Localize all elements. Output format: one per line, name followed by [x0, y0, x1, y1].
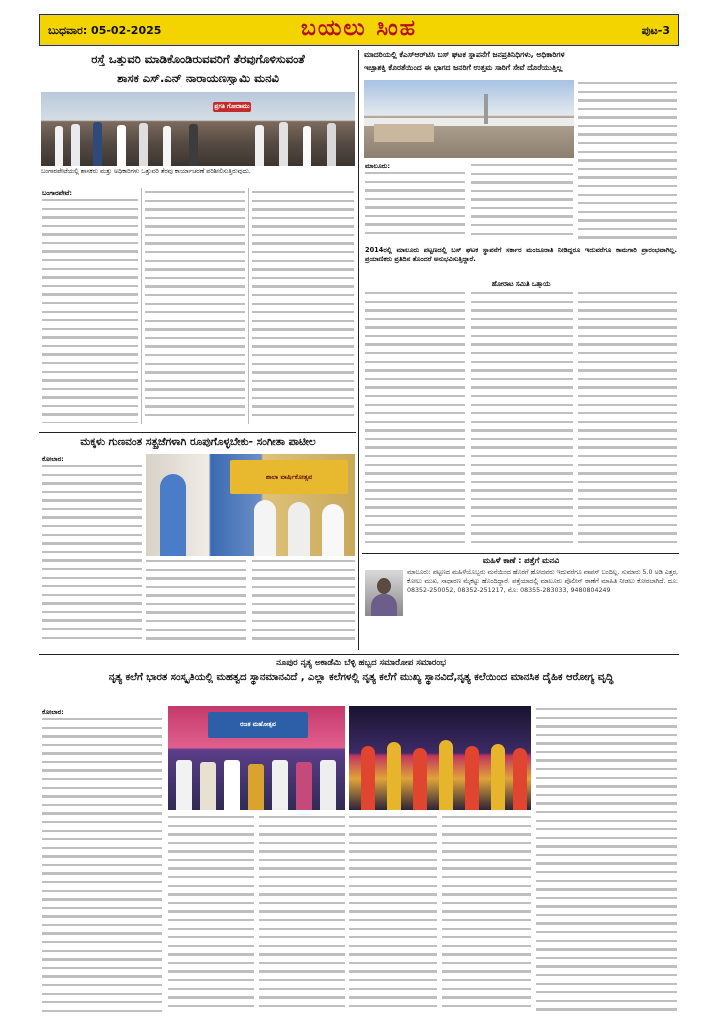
body-text	[471, 164, 573, 242]
article-headline: ಮಕ್ಕಳು ಗುಣವಂತ ಸತ್ಪ್ರಜೆಗಳಾಗಿ ರೂಪುಗೊಳ್ಳಬೇಕು- ಸಂಗೀತಾ ಪಾಟೀಲ	[80, 436, 316, 448]
missing-person-photo	[365, 570, 403, 616]
kicker: ನೂಪುರ ನೃತ್ಯ ಅಕಾಡೆಮಿ ಬೆಳ್ಳಿ ಹಬ್ಬದ ಸಮಾರೋಪ ಸಮಾರಂಭ	[276, 658, 446, 668]
body-text	[42, 465, 142, 643]
news-photo	[364, 80, 574, 158]
article-headline: ನೃತ್ಯ ಕಲೆಗೆ ಭಾರತ ಸಂಸ್ಕೃತಿಯಲ್ಲಿ ಮಹತ್ವದ ಸ್ಥಾನಮಾನವಿದೆ , ಎಲ್ಲಾ ಕಲೆಗಳಲ್ಲಿ ನೃತ್ಯ ಕಲೆಗೆ ಮುಖ್ಯ ಸ್ಥಾನವಿದೆ,ನೃತ್ಯ ಕಲೆಯಿಂದ ಮಾನಸಿಕ ದೈಹಿಕ ಆರೋಗ್ಯ ವೃದ್ಧಿ	[108, 672, 614, 683]
signboard: ಪ್ರಗತಿ ಗೋದಾಮು	[214, 103, 250, 110]
notice-text: ಮಾಲೂರು: ಪಟ್ಟಣದ ಮಹಿಳೆಯೊಬ್ಬರು ಮನೆಯಿಂದ ಹೊರಗೆ ಹೋದವರು ಇದುವರೆಗೂ ವಾಪಸ್ ಬಂದಿಲ್ಲ. ಸುಮಾರು 5.0 ಅಡಿ ಎತ್ತರ, ಕೋಲು ಮುಖ, ಸಾಧಾರಣ ಮೈಕಟ್ಟು ಹೊಂದಿದ್ದಾರೆ. ಪತ್ತೆಯಾದಲ್ಲಿ ಮಾಲೂರು ಪೊಲೀಸ್ ಠಾಣೆಗೆ ಮಾಹಿತಿ ನೀಡಲು ಕೋರಲಾಗಿದೆ. ದೂ: 08352-250052, 08352-251217, ಮೊ: 08355-283033, 9480804249	[407, 569, 678, 594]
stage-banner: ಶಾಲಾ ವಾರ್ಷಿಕೋತ್ಸವ	[230, 460, 348, 494]
body-text	[471, 292, 573, 544]
section-divider	[39, 432, 356, 433]
body-text	[442, 816, 531, 1012]
highlight-paragraph: 2014ರಲ್ಲಿ ಮಾಲೂರು ಪಟ್ಟಣದಲ್ಲಿ ಬಸ್ ಘಟಕ ಸ್ಥಾಪನೆಗೆ ಸರ್ಕಾರ ಮಂಜೂರಾತಿ ನೀಡಿದ್ದರೂ ಇದುವರೆಗೂ ಕಾಮಗಾರಿ ಪ್ರಾರಂಭವಾಗಿಲ್ಲ. ಪ್ರಯಾಣಿಕರು ಪ್ರತಿದಿನ ತೊಂದರೆ ಅನುಭವಿಸುತ್ತಿದ್ದಾರೆ.	[365, 246, 677, 264]
dateline: ಕೋಲಾರ:	[42, 455, 64, 463]
body-text	[365, 292, 465, 544]
body-text	[536, 708, 677, 1012]
section-divider	[362, 553, 679, 554]
newspaper-page	[33, 8, 685, 1016]
article-headline: ಇಚ್ಛಾಶಕ್ತಿ ಕೊರತೆಯಿಂದ ಈ ಭಾಗದ ಜನರಿಗೆ ಉತ್ತಮ ಸಾರಿಗೆ ಸೇವೆ ದೊರೆಯುತ್ತಿಲ್ಲ	[364, 63, 563, 72]
stage-banner: ರಜತ ಮಹೋತ್ಸವ	[208, 712, 308, 738]
body-text	[578, 292, 677, 544]
article-headline: ಶಾಸಕ ಎಸ್.ಎನ್ ನಾರಾಯಣಸ್ವಾಮಿ ಮನವಿ	[117, 71, 279, 85]
body-text	[42, 199, 138, 423]
body-text	[578, 82, 677, 242]
article-headline: ಮಹಿಳೆ ಕಾಣೆ : ಪತ್ತೆಗೆ ಮನವಿ	[482, 556, 560, 565]
event-photo	[168, 706, 345, 810]
newspaper-title: ಬಯಲು ಸಿಂಹ	[300, 16, 418, 41]
dateline: ಕೋಲಾರ:	[42, 708, 64, 716]
article-headline: ಮಾದರಿಯಲ್ಲಿ ಕೆಎಸ್‌ಆರ್‌ಟಿಸಿ ಬಸ್ ಘಟಕ ಸ್ಥಾಪನೆಗೆ ಜನಪ್ರತಿನಿಧಿಗಳು, ಅಧಿಕಾರಿಗಳ	[364, 50, 565, 59]
event-photo	[349, 706, 531, 810]
news-photo	[41, 92, 355, 166]
body-text	[252, 191, 354, 423]
body-text	[145, 191, 245, 423]
body-text	[252, 560, 355, 644]
section-divider	[39, 654, 679, 655]
news-photo	[146, 454, 355, 556]
body-text	[259, 816, 345, 1012]
body-text	[168, 816, 254, 1012]
page-number: ಪುಟ-3	[641, 24, 670, 37]
body-text	[365, 172, 465, 242]
photo-caption: ಬಂಗಾರಪೇಟೆಯಲ್ಲಿ ಶಾಸಕರು ಮತ್ತು ಅಧಿಕಾರಿಗಳು ಒತ್ತುವರಿ ತೆರವು ಕಾರ್ಯಾಚರಣೆ ಪರಿಶೀಲಿಸುತ್ತಿರುವುದು.	[41, 168, 251, 175]
issue-date: ಬುಧವಾರ: 05-02-2025	[48, 24, 162, 37]
article-headline: ರಸ್ತೆ ಒತ್ತುವರಿ ಮಾಡಿಕೊಂಡಿರುವವರಿಗೆ ತೆರವುಗೊಳಿಸುವಂತೆ	[91, 52, 305, 66]
dateline: ಬಂಗಾರಪೇಟೆ:	[42, 189, 72, 197]
body-text	[349, 816, 437, 1012]
dateline: ಮಾಲೂರು:	[365, 162, 390, 170]
masthead	[39, 14, 679, 46]
subheading: ಹೋರಾಟ ಸಮಿತಿ ಒತ್ತಾಯ	[491, 280, 551, 288]
column-divider	[358, 50, 359, 650]
body-text	[146, 560, 246, 644]
body-text	[42, 718, 162, 1012]
